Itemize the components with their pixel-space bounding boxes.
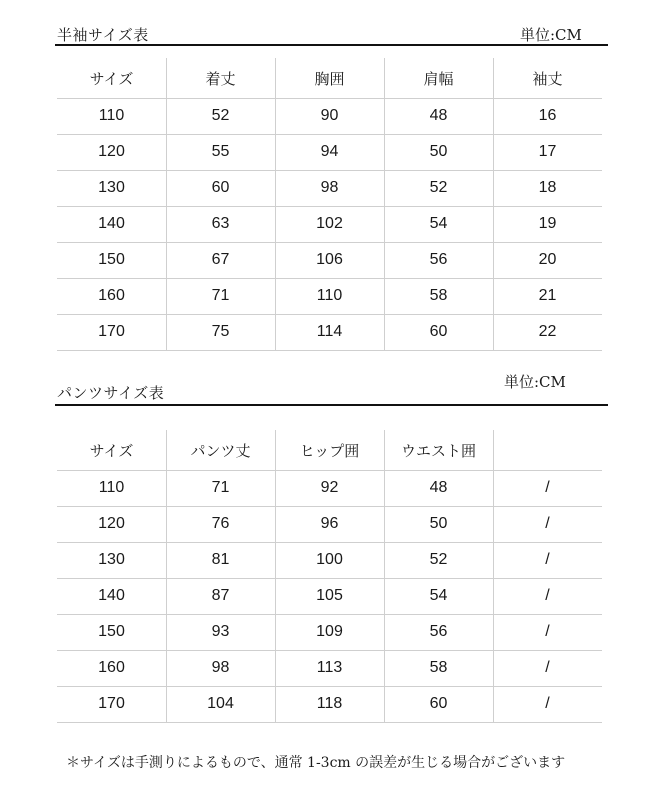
measurement-cell: 75 [211,323,230,340]
measurement-cell: / [545,551,550,568]
column-divider [166,58,167,350]
measurement-cell: 76 [211,515,230,532]
measurement-cell: / [545,659,550,676]
column-header: 胸囲 [314,69,345,88]
table-row [57,578,602,614]
size-cell: 170 [98,323,125,340]
measurement-cell: 48 [429,479,448,496]
short-sleeve-title-rule [55,44,608,46]
measurement-cell: / [545,515,550,532]
column-header: パンツ丈 [190,441,251,460]
measurement-cell: 98 [320,179,339,196]
size-cell: 160 [98,659,125,676]
column-divider [384,430,385,722]
measurement-cell: 63 [211,215,230,232]
measurement-footnote: ＊サイズは手測りによるもので、通常 1-3cm の誤差が生じる場合がございます [66,755,566,771]
column-header: サイズ [89,441,134,460]
size-cell: 120 [98,515,125,532]
size-cell: 140 [98,587,125,604]
row-divider [57,278,602,279]
short-sleeve-size-table-title: 半袖サイズ表 [57,26,149,44]
measurement-cell: / [545,587,550,604]
table-row [57,686,602,722]
measurement-cell: 102 [316,215,343,232]
measurement-cell: 90 [320,107,339,124]
table-row [57,206,602,242]
table-row [57,278,602,314]
column-header: サイズ [89,69,134,88]
column-divider [166,430,167,722]
row-divider [57,314,602,315]
measurement-cell: 56 [429,623,448,640]
measurement-cell: 60 [429,695,448,712]
table-row [57,470,602,506]
size-cell: 130 [98,179,125,196]
row-divider [57,542,602,543]
column-header: ウエスト囲 [400,441,476,460]
size-cell: 150 [98,251,125,268]
column-divider [275,430,276,722]
measurement-cell: 93 [211,623,230,640]
table-header-row [57,430,602,470]
measurement-cell: 71 [211,479,230,496]
measurement-cell: / [545,479,550,496]
measurement-cell: 52 [429,551,448,568]
row-divider [57,134,602,135]
measurement-cell: 118 [316,695,343,712]
measurement-cell: 18 [538,179,557,196]
column-divider [275,58,276,350]
row-divider [57,506,602,507]
row-divider [57,686,602,687]
measurement-cell: 54 [429,215,448,232]
row-divider [57,206,602,207]
measurement-cell: 22 [538,323,557,340]
measurement-cell: 17 [538,143,557,160]
column-header: 肩幅 [423,69,454,88]
measurement-cell: 113 [316,659,343,676]
pants-title-rule [55,404,608,406]
table-row [57,170,602,206]
short-sleeve-unit-label: 単位:CM [520,26,582,44]
column-header: ヒップ囲 [299,441,360,460]
measurement-cell: 21 [538,287,557,304]
measurement-cell: 96 [320,515,339,532]
column-divider [493,58,494,350]
size-cell: 150 [98,623,125,640]
size-cell: 110 [98,107,125,124]
measurement-cell: 110 [316,287,343,304]
column-divider [384,58,385,350]
row-divider [57,650,602,651]
measurement-cell: 55 [211,143,230,160]
measurement-cell: 56 [429,251,448,268]
table-row [57,134,602,170]
measurement-cell: 87 [211,587,230,604]
measurement-cell: 52 [211,107,230,124]
measurement-cell: 58 [429,287,448,304]
measurement-cell: / [545,623,550,640]
measurement-cell: 67 [211,251,230,268]
size-cell: 170 [98,695,125,712]
row-divider [57,578,602,579]
measurement-cell: 109 [316,623,343,640]
table-row [57,98,602,134]
table-row [57,542,602,578]
measurement-cell: 114 [316,323,343,340]
table-row [57,506,602,542]
measurement-cell: / [545,695,550,712]
measurement-cell: 50 [429,143,448,160]
measurement-cell: 52 [429,179,448,196]
measurement-cell: 92 [320,479,339,496]
pants-unit-label: 単位:CM [504,373,566,391]
table-row [57,242,602,278]
measurement-cell: 19 [538,215,557,232]
measurement-cell: 104 [207,695,234,712]
row-divider [57,98,602,99]
row-divider [57,350,602,351]
measurement-cell: 54 [429,587,448,604]
measurement-cell: 58 [429,659,448,676]
size-cell: 110 [98,479,125,496]
row-divider [57,614,602,615]
column-divider [493,430,494,722]
table-row [57,650,602,686]
size-cell: 130 [98,551,125,568]
measurement-cell: 20 [538,251,557,268]
short-sleeve-size-table [57,58,602,342]
size-cell: 160 [98,287,125,304]
column-header: 着丈 [205,69,236,88]
row-divider [57,722,602,723]
measurement-cell: 106 [316,251,343,268]
measurement-cell: 50 [429,515,448,532]
size-cell: 120 [98,143,125,160]
column-header: 袖丈 [532,69,563,88]
table-row [57,614,602,650]
pants-size-table [57,430,602,714]
row-divider [57,242,602,243]
measurement-cell: 105 [316,587,343,604]
row-divider [57,470,602,471]
table-header-row [57,58,602,98]
pants-size-table-title: パンツサイズ表 [57,384,165,402]
measurement-cell: 94 [320,143,339,160]
measurement-cell: 71 [211,287,230,304]
measurement-cell: 100 [316,551,343,568]
measurement-cell: 48 [429,107,448,124]
measurement-cell: 81 [211,551,230,568]
measurement-cell: 16 [538,107,557,124]
row-divider [57,170,602,171]
measurement-cell: 98 [211,659,230,676]
measurement-cell: 60 [211,179,230,196]
measurement-cell: 60 [429,323,448,340]
table-row [57,314,602,350]
size-cell: 140 [98,215,125,232]
column-header [493,430,602,470]
